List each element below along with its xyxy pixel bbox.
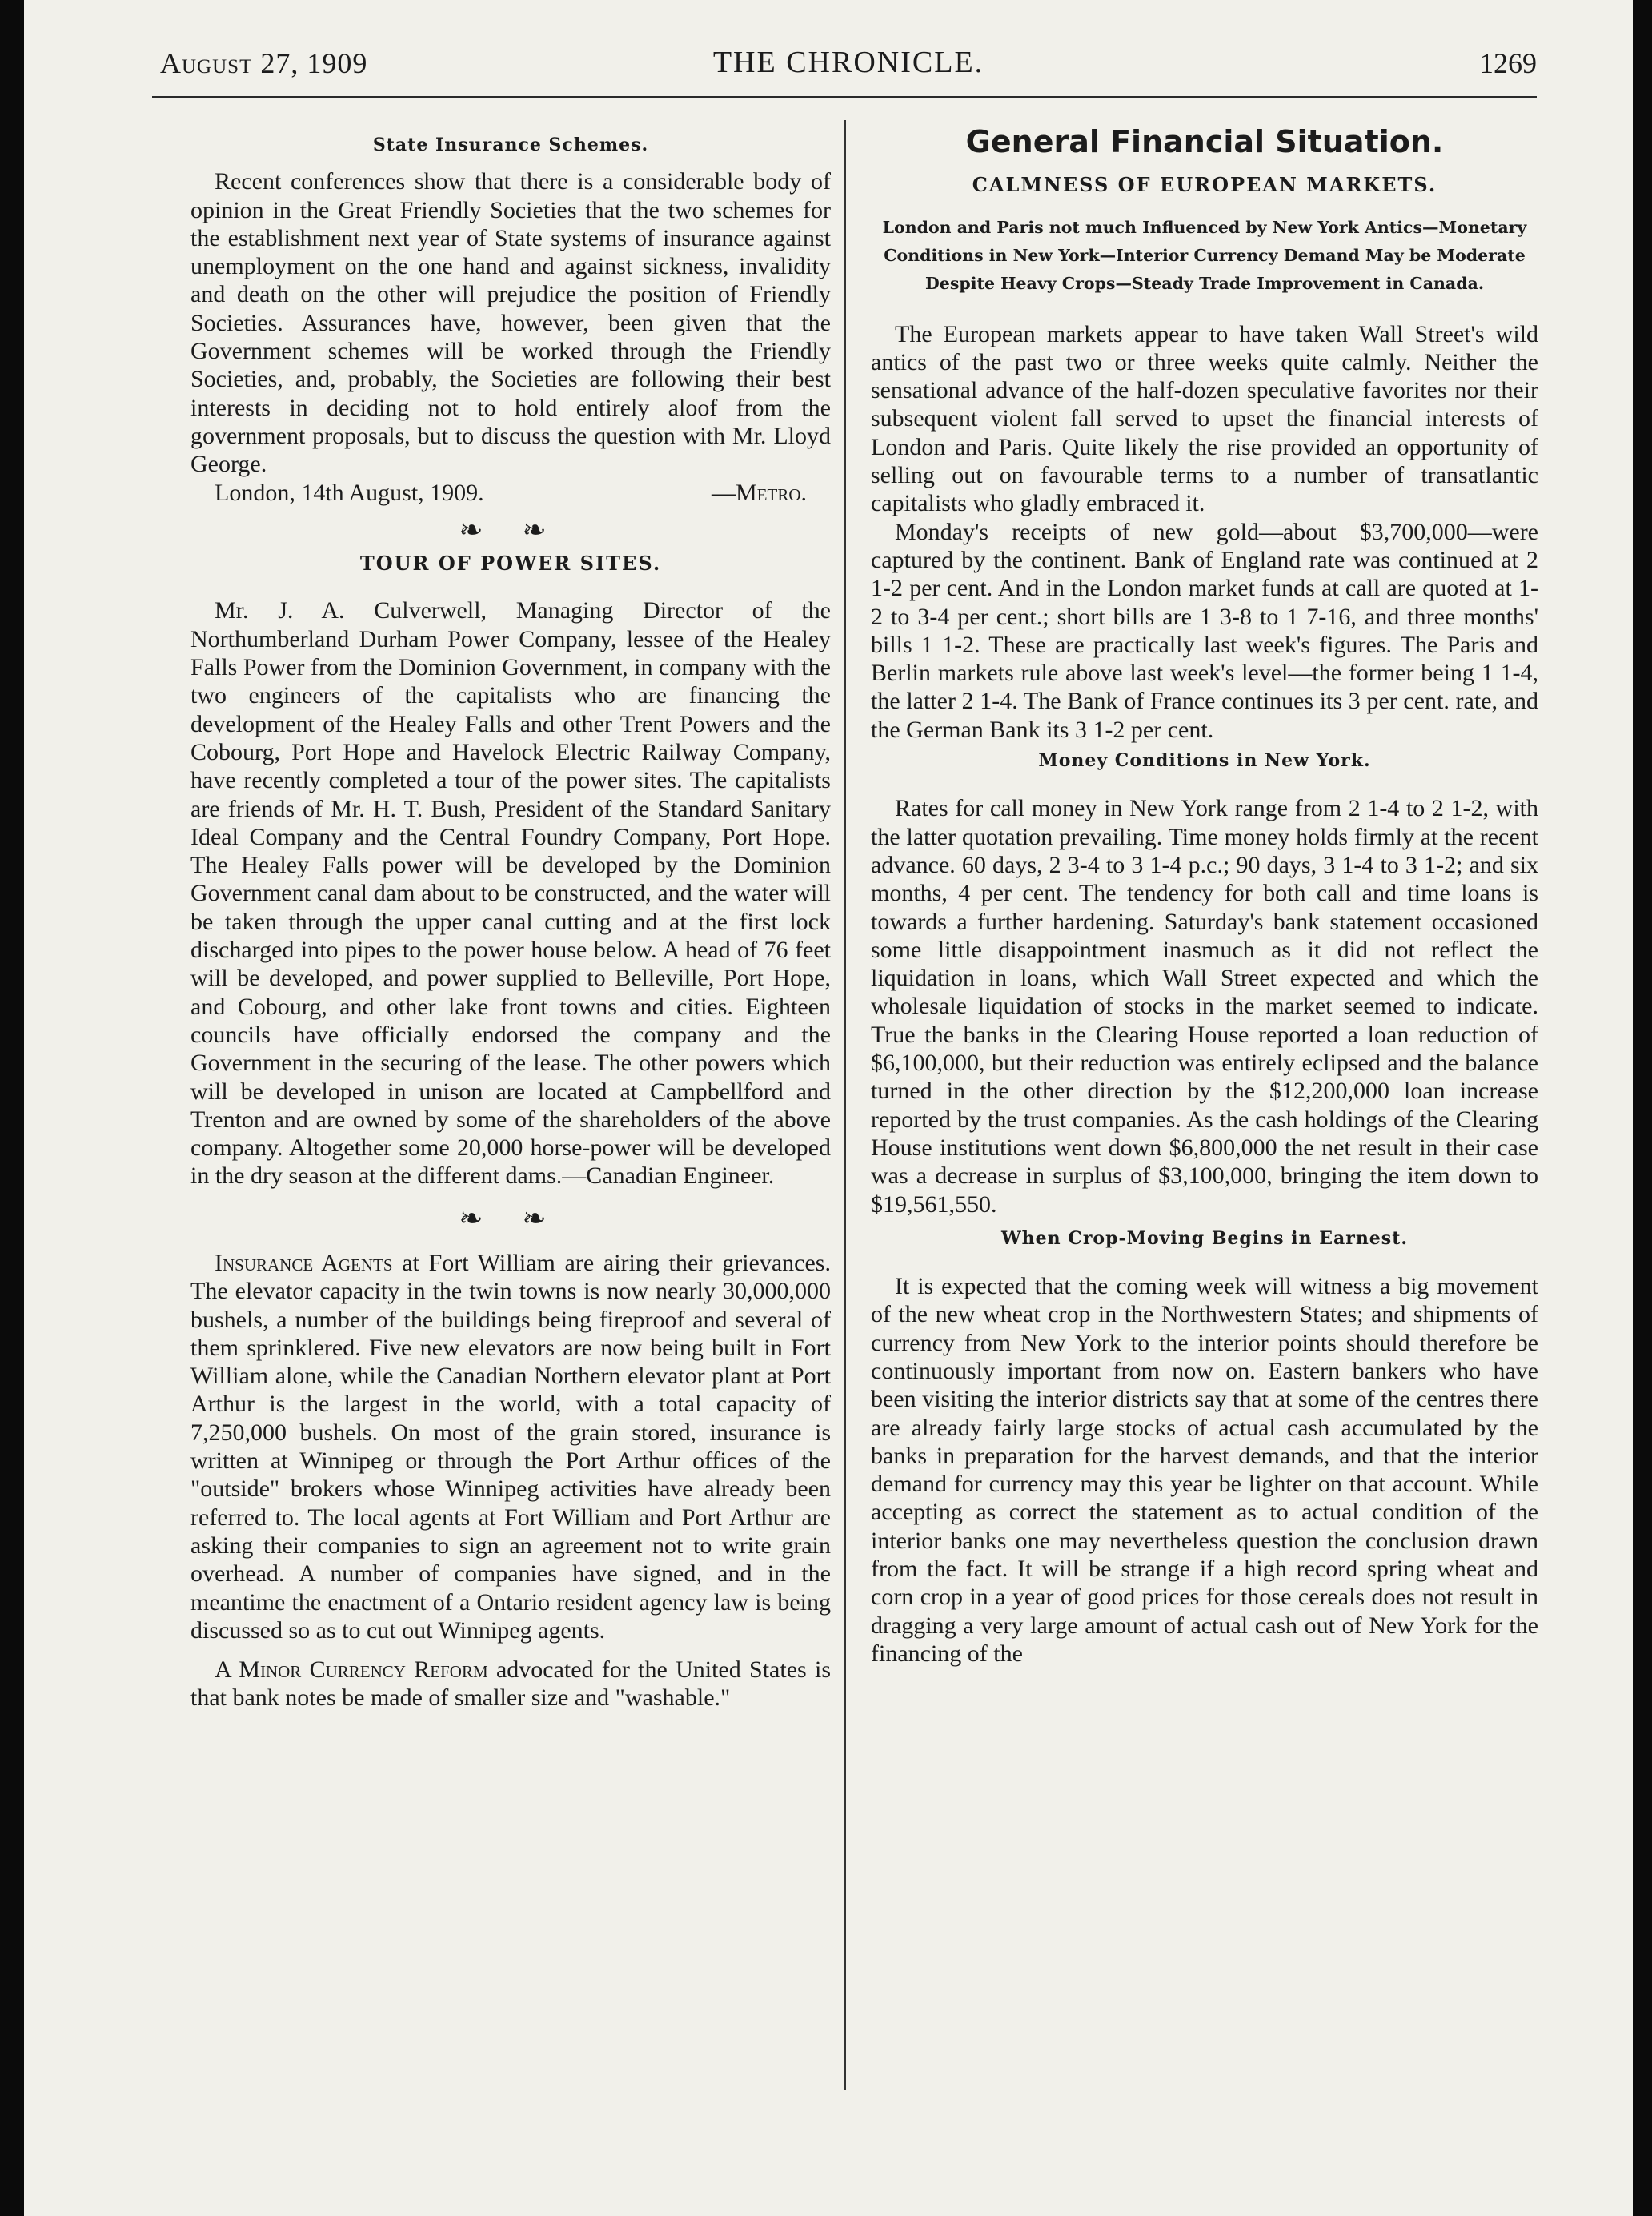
header-rule: [152, 96, 1537, 102]
ornament-fleuron-icon: ❧ ❧: [459, 513, 563, 546]
currency-reform-lead: A Minor Currency Reform: [215, 1656, 488, 1684]
insurance-agents-lead: Insurance Agents: [215, 1249, 393, 1276]
issue-date: August 27, 1909: [160, 47, 368, 79]
state-insurance-signoff: [190, 479, 831, 507]
signature: —Metro.: [711, 479, 807, 506]
power-sites-body: Mr. J. A. Culverwell, Managing Director of the Northumberland Durham Power Company, lessee of the Healey Falls Power from the Dominion Government, in company with the two engineers of the capitalists who are financing the development of the Healey Falls and other Trent Powers and the Cobourg, Port Hope and Havelock Electric Railway Company, have recently completed a tour of the power sites. The capitalists are friends of Mr. H. T. Bush, President of the Standard Sanitary Ideal Company and the Central Foundry Company, Port Hope. The Healey Falls power will be developed by the Dominion Government canal dam about to be constructed, and the water will be taken through the upper canal cutting and at the first lock discharged into pipes to the power house below. A head of 76 feet will be developed, and power supplied to Belleville, Port Hope, and Cobourg, and other lake front towns and cities. Eighteen councils have officially endorsed the company and the Government in the securing of the lease. The other powers which will be developed in unison are located at Campbellford and Trenton and are owned by some of the shareholders of the above company. Altogether some 20,000 horse-power will be developed in the dry season at the different dams.—Canadian Engineer.: [190, 597, 831, 1190]
currency-reform-body: advocated for the United States is that bank notes be made of smaller size and "washable.": [190, 1656, 831, 1712]
gold-receipts-paragraph: Monday's receipts of new gold—about $3,700,000—were captured by the continent. Bank of England rate was continued at 2 1-2 per cent. And in the London market funds at call are quoted at 1-2 to 3-4 per cent.; short bills are 1 3-8 to 1 7-16, and three months' bills 1 1-2. These are practically last week's figures. The Paris and Berlin markets rule above last week's level—the former being 1 1-4, the latter 2 1-4. The Bank of France continues its 3 per cent. rate, and the German Bank its 3 1-2 per cent.: [871, 518, 1538, 743]
right-column: [871, 124, 1538, 1668]
article-sub-heading: CALMNESS OF EUROPEAN MARKETS.: [972, 173, 1437, 197]
ornament-fleuron-icon-2: ❧ ❧: [459, 1202, 563, 1234]
left-column: [190, 128, 831, 1712]
european-markets-paragraph: The European markets appear to have taken Wall Street's wild antics of the past two or three weeks quite calmly. Neither the sensational advance of the half-dozen speculative favorites nor their subsequent violent fall served to upset the financial interests of London and Paris. Quite likely the rise provided an opportunity of selling out on favourable terms to a number of transatlantic capitalists who gladly embraced it.: [871, 320, 1538, 517]
money-conditions-body: Rates for call money in New York range from 2 1-4 to 2 1-2, with the latter quotation prevailing. Time money holds firmly at the recent advance. 60 days, 2 3-4 to 3 1-4 p.c.; 90 days, 3 1-4 to 3 1-2; and six months, 4 per cent. The tendency for both call and time loans is towards a further hardening. Saturday's bank statement occasioned some little disappointment inasmuch as it did not reflect the liquidation in loans, which Wall Street expected and which the wholesale liquidation of stocks in the market seemed to indicate. True the banks in the Clearing House reported a loan reduction of $6,100,000, but their reduction was entirely eclipsed and the balance turned in the other direction by the $12,200,000 loan increase reported by the trust companies. As the cash holdings of the Clearing House institutions went down $6,800,000 the net result in their case was a decrease in surplus of $3,100,000, bringing the item down to $19,561,550.: [871, 795, 1538, 1218]
money-conditions-heading: Money Conditions in New York.: [1038, 750, 1371, 772]
insurance-agents-paragraph: [190, 1249, 831, 1644]
publication-title: THE CHRONICLE.: [712, 46, 984, 79]
page-header: [160, 46, 1537, 88]
power-sites-heading: TOUR OF POWER SITES.: [359, 552, 662, 576]
currency-reform-paragraph: [190, 1656, 831, 1712]
dateline: London, 14th August, 1909.: [215, 479, 484, 506]
article-main-heading: General Financial Situation.: [965, 124, 1444, 159]
column-divider: [844, 120, 846, 2090]
crop-moving-body: It is expected that the coming week will witness a big movement of the new wheat crop in the Northwestern States; and shipments of currency from New York to the interior points should therefore be continuously important from now on. Eastern bankers who have been visiting the interior districts say that at some of the centres there are already fairly large stocks of actual cash accumulated by the banks in preparation for the harvest demands, and that the interior demand for currency may this year be lighter on that account. While accepting as correct the statement as to actual condition of the interior banks one may nevertheless question the conclusion drawn from the fact. It will be strange if a high record spring wheat and corn crop in a year of good prices for those cereals does not result in dragging a very large amount of actual cash out of New York for the financing of the: [871, 1273, 1538, 1667]
insurance-agents-body: at Fort William are airing their grievances. The elevator capacity in the twin towns is now nearly 30,000,000 bushels, a number of the buildings being fireproof and several of them sprinklered. Five new elevators are now being built in Fort William alone, while the Canadian Northern elevator plant at Port Arthur is the largest in the world, with a total capacity of 7,250,000 bushels. On most of the grain stored, insurance is written at Winnipeg or through the Port Arthur offices of the "outside" brokers whose Winnipeg activities have already been referred to. The local agents at Fort William and Port Arthur are asking their companies to sign an agreement not to write grain overhead. A number of companies have signed, and in the meantime the enactment of a Ontario resident agency law is being discussed so as to cut out Winnipeg agents.: [190, 1249, 831, 1644]
state-insurance-body: Recent conferences show that there is a considerable body of opinion in the Great Friendly Societies that the two schemes for the establishment next year of State systems of insurance against unemployment on the one hand and against sickness, invalidity and death on the other will prejudice the position of Friendly Societies. Assurances have, however, been given that the Government schemes will be worked through the Friendly Societies, and, probably, the Societies are following their best interests in deciding not to hold entirely aloof from the government proposals, but to discuss the question with Mr. Lloyd George.: [190, 168, 831, 478]
state-insurance-heading: State Insurance Schemes.: [372, 134, 649, 155]
crop-moving-heading: When Crop-Moving Begins in Earnest.: [1000, 1227, 1409, 1249]
page-number: 1269: [1479, 47, 1537, 79]
newspaper-page: [24, 0, 1633, 2216]
article-deck: London and Paris not much Influenced by New York Antics—Monetary Conditions in New York—Interior Currency Demand May be Moderate Despite Heavy Crops—Steady Trade Improvement in Canada.: [882, 217, 1527, 293]
